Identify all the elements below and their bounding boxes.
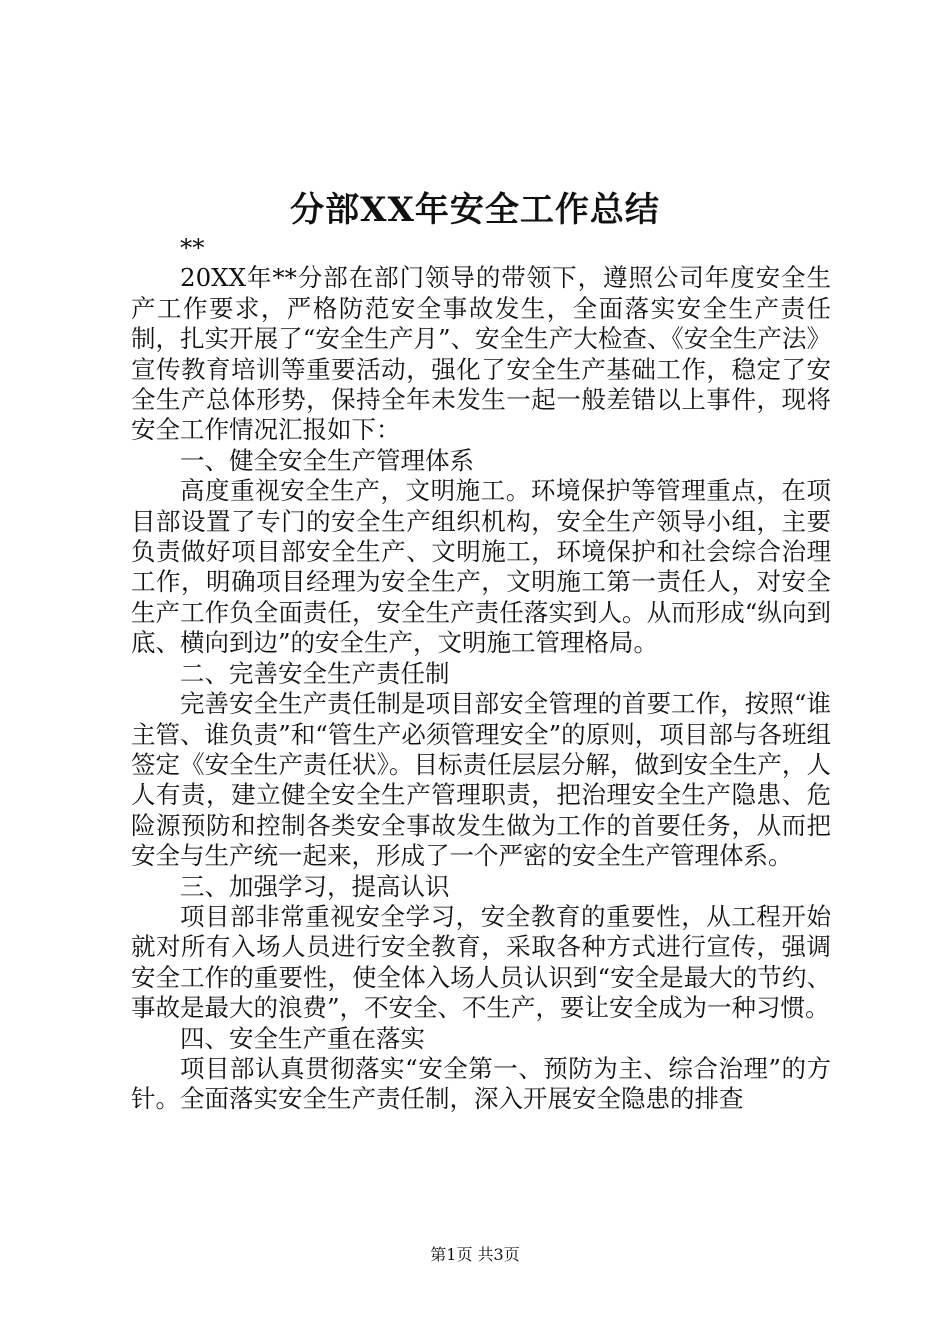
section-heading-2: 二、完善安全生产责任制 <box>180 658 450 688</box>
author-line: ** <box>180 233 205 262</box>
document-body <box>131 233 831 1115</box>
paragraph-intro: 20XX年**分部在部门领导的带领下，遵照公司年度安全生产工作要求，严格防范安全事故发生，全面落实安全生产责任制，扎实开展了“安全生产月”、安全生产大检查、《安全生产法》宣传教育培训等重要活动，强化了安全生产基础工作，稳定了安全生产总体形势，保持全年未发生一起一般差错以上事件，现将安全工作情况汇报如下： <box>131 263 831 445</box>
section-heading-4: 四、安全生产重在落实 <box>180 1023 425 1053</box>
section-heading-3: 三、加强学习，提高认识 <box>180 871 450 901</box>
paragraph-section-1: 高度重视安全生产，文明施工。环境保护等管理重点，在项目部设置了专门的安全生产组织机构，安全生产领导小组，主要负责做好项目部安全生产、文明施工，环境保护和社会综合治理工作，明确项目经理为安全生产，文明施工第一责任人，对安全生产工作负全面责任，安全生产责任落实到人。从而形成“纵向到底、横向到边”的安全生产，文明施工管理格局。 <box>131 476 831 658</box>
paragraph-section-2: 完善安全生产责任制是项目部安全管理的首要工作，按照“谁主管、谁负责”和“管生产必须管理安全”的原则，项目部与各班组签定《安全生产责任状》。目标责任层层分解，做到安全生产，人人有责，建立健全安全生产管理职责，把治理安全生产隐患、危险源预防和控制各类安全事故发生做为工作的首要任务，从而把安全与生产统一起来，形成了一个严密的安全生产管理体系。 <box>131 689 831 871</box>
paragraph-section-3: 项目部非常重视安全学习，安全教育的重要性，从工程开始就对所有入场人员进行安全教育，采取各种方式进行宣传，强调安全工作的重要性，使全体入场人员认识到“安全是最大的节约、事故是最大的浪费”，不安全、不生产，要让安全成为一种习惯。 <box>131 901 831 1023</box>
page-number-footer: 第1页 共3页 <box>430 1245 520 1264</box>
paragraph-section-4: 项目部认真贯彻落实“安全第一、预防为主、综合治理”的方针。全面落实安全生产责任制，深入开展安全隐患的排查 <box>131 1053 831 1114</box>
section-heading-1: 一、健全安全生产管理体系 <box>180 445 474 475</box>
document-title: 分部XX年安全工作总结 <box>290 190 660 230</box>
